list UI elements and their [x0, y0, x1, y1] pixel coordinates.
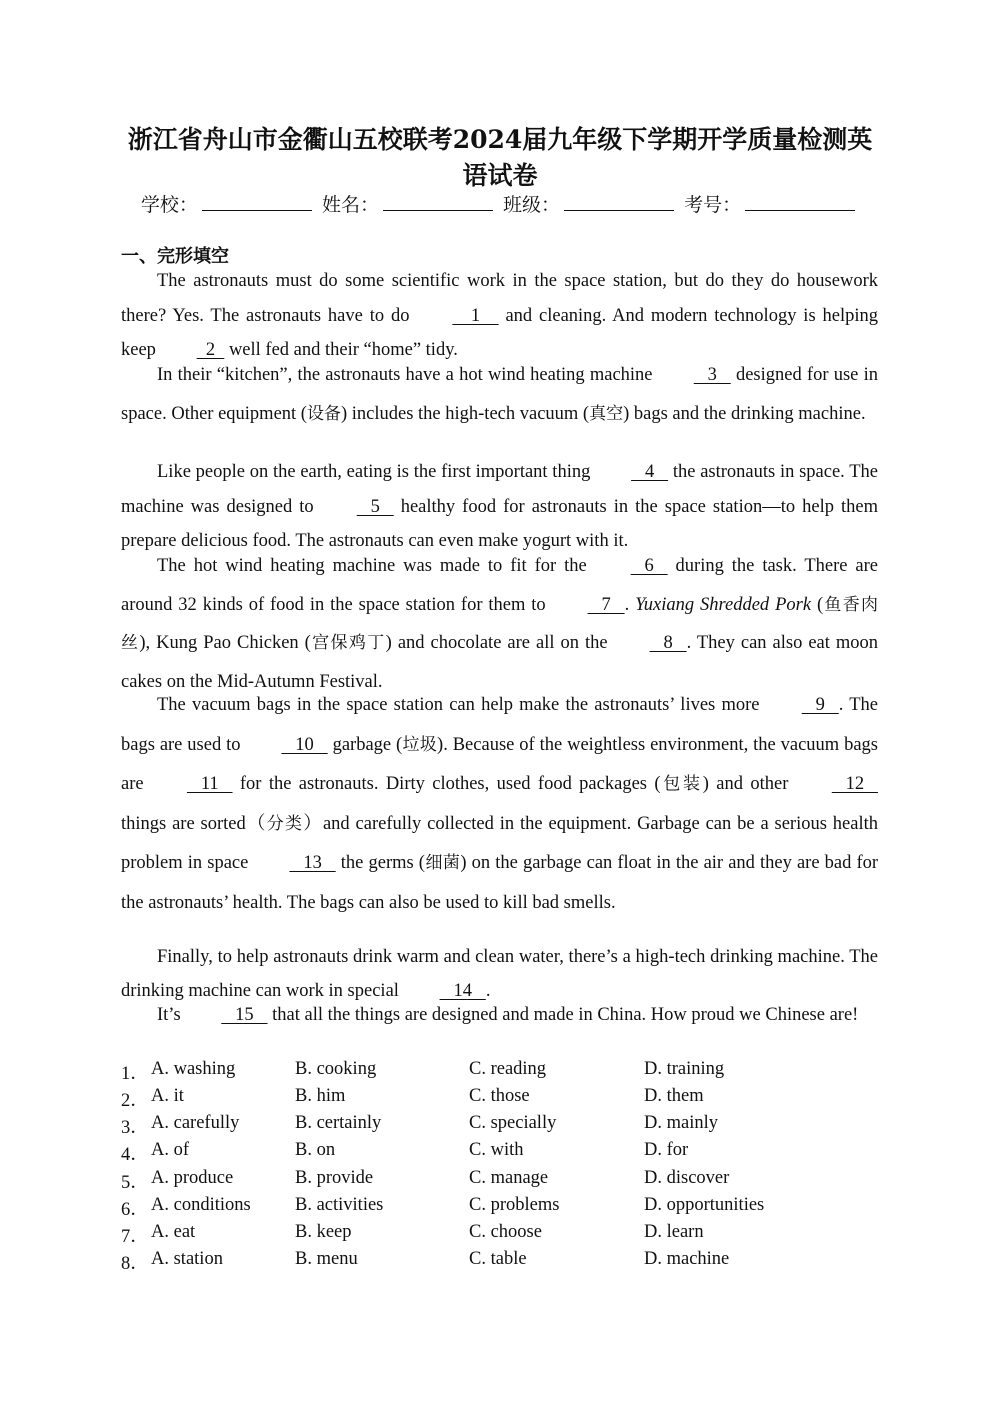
- passage-paragraph-1: The astronauts must do some scientific work in the space station, but do they do housework there? Yes. The astronauts have to do 1 and cleaning. And modern technology is helping keep 2 well fed and their “home” tidy.: [121, 264, 878, 368]
- blank-9: 9: [801, 695, 839, 715]
- option-row: [121, 1140, 878, 1166]
- option-d[interactable]: D. discover: [644, 1168, 730, 1188]
- exam-title: [100, 122, 900, 194]
- passage-paragraph-6: Finally, to help astronauts drink warm and clean water, there’s a high-tech drinking machine. The drinking machine can work in special 14 .: [121, 940, 878, 1008]
- option-row: [121, 1249, 878, 1275]
- option-row: [121, 1195, 878, 1221]
- number-field[interactable]: [745, 196, 855, 211]
- option-b[interactable]: B. on: [295, 1140, 336, 1160]
- blank-12: 12: [831, 774, 878, 794]
- blank-7: 7: [587, 594, 625, 615]
- blank-1: 1: [452, 305, 499, 326]
- option-d[interactable]: D. opportunities: [644, 1195, 765, 1215]
- question-number: 2．: [121, 1091, 149, 1111]
- blank-13: 13: [289, 853, 336, 873]
- passage-paragraph-7: It’s 15 that all the things are designed and made in China. How proud we Chinese are!: [121, 998, 878, 1032]
- blank-4: 4: [631, 462, 669, 482]
- option-row: [121, 1222, 878, 1248]
- option-b[interactable]: B. keep: [295, 1222, 352, 1242]
- exam-title-line1: 浙江省舟山市金衢山五校联考2024届九年级下学期开学质量检测英: [127, 125, 873, 154]
- option-a[interactable]: A. conditions: [151, 1195, 251, 1215]
- option-row: [121, 1168, 878, 1194]
- question-number: 5．: [121, 1173, 149, 1193]
- passage-paragraph-2: In their “kitchen”, the astronauts have a hot wind heating machine 3 designed for use in space. Other equipment (设备) includes the high-tech vacuum (真空) bags and the drinking machine.: [121, 356, 878, 433]
- student-info-row: [0, 190, 1000, 217]
- option-row: [121, 1113, 878, 1139]
- question-number: 1．: [121, 1064, 149, 1084]
- exam-title-line2: 语试卷: [462, 161, 538, 190]
- class-field[interactable]: [564, 196, 674, 211]
- question-number: 6．: [121, 1200, 149, 1220]
- section-title: 一、完形填空: [121, 246, 229, 267]
- option-a[interactable]: A. carefully: [151, 1113, 240, 1133]
- blank-11: 11: [186, 774, 233, 794]
- option-b[interactable]: B. him: [295, 1086, 346, 1106]
- option-a[interactable]: A. eat: [151, 1222, 196, 1242]
- blank-15: 15: [221, 1005, 268, 1025]
- option-c[interactable]: C. manage: [469, 1168, 549, 1188]
- option-b[interactable]: B. provide: [295, 1168, 374, 1188]
- option-row: [121, 1086, 878, 1112]
- option-c[interactable]: C. reading: [469, 1059, 547, 1079]
- question-number: 3．: [121, 1118, 149, 1138]
- name-field[interactable]: [383, 196, 493, 211]
- option-c[interactable]: C. specially: [469, 1113, 557, 1133]
- question-number: 8．: [121, 1254, 149, 1274]
- option-b[interactable]: B. cooking: [295, 1059, 377, 1079]
- blank-5: 5: [356, 496, 394, 517]
- blank-6: 6: [630, 556, 668, 576]
- option-b[interactable]: B. certainly: [295, 1113, 382, 1133]
- blank-14: 14: [439, 981, 486, 1001]
- option-c[interactable]: C. table: [469, 1249, 527, 1269]
- option-c[interactable]: C. choose: [469, 1222, 542, 1242]
- blank-10: 10: [281, 734, 328, 755]
- option-row: [121, 1059, 878, 1085]
- passage-paragraph-4: The hot wind heating machine was made to fit for the 6 during the task. There are around 32 kinds of food in the space station for them to 7 . Yuxiang Shredded Pork (鱼香肉丝), Kung Pao Chicken (宫保鸡丁) and chocolate are all on the 8 . They can also eat moon cakes on the Mid-Autumn Festival.: [121, 547, 878, 701]
- blank-8: 8: [649, 633, 687, 653]
- option-a[interactable]: A. it: [151, 1086, 184, 1106]
- option-d[interactable]: D. for: [644, 1140, 689, 1160]
- option-a[interactable]: A. station: [151, 1249, 223, 1269]
- option-b[interactable]: B. menu: [295, 1249, 358, 1269]
- school-field[interactable]: [202, 196, 312, 211]
- question-number: 7．: [121, 1227, 149, 1247]
- option-b[interactable]: B. activities: [295, 1195, 384, 1215]
- number-label: 考号：: [684, 194, 742, 216]
- question-number: 4．: [121, 1145, 149, 1165]
- option-c[interactable]: C. those: [469, 1086, 530, 1106]
- option-d[interactable]: D. learn: [644, 1222, 704, 1242]
- school-label: 学校：: [140, 194, 198, 216]
- name-label: 姓名：: [321, 194, 379, 216]
- passage-paragraph-5: The vacuum bags in the space station can help make the astronauts’ lives more 9 . The bags are used to 10 garbage (垃圾). Because of the weightless environment, the vacuum bags are 11 for the astronauts. Dirty clothes, used food packages (包装) and other 12 things are sorted（分类）and carefully collected in the equipment. Garbage can be a serious health problem in space 13 the germs (细菌) on the garbage can float in the air and they are bad for the astronauts’ health. The bags can also be used to kill bad smells.: [121, 686, 878, 923]
- option-a[interactable]: A. produce: [151, 1168, 234, 1188]
- option-a[interactable]: A. of: [151, 1140, 190, 1160]
- class-label: 班级：: [503, 194, 561, 216]
- option-a[interactable]: A. washing: [151, 1059, 236, 1079]
- option-c[interactable]: C. with: [469, 1140, 524, 1160]
- option-c[interactable]: C. problems: [469, 1195, 560, 1215]
- blank-3: 3: [693, 365, 731, 385]
- option-d[interactable]: D. machine: [644, 1249, 730, 1269]
- option-d[interactable]: D. training: [644, 1059, 725, 1079]
- blank-2: 2: [196, 340, 225, 360]
- passage-paragraph-3: Like people on the earth, eating is the first important thing 4 the astronauts in space. The machine was designed to 5 healthy food for astronauts in the space station—to help them prepare delicious food. The astronauts can even make yogurt with it.: [121, 455, 878, 559]
- option-d[interactable]: D. mainly: [644, 1113, 718, 1133]
- option-d[interactable]: D. them: [644, 1086, 704, 1106]
